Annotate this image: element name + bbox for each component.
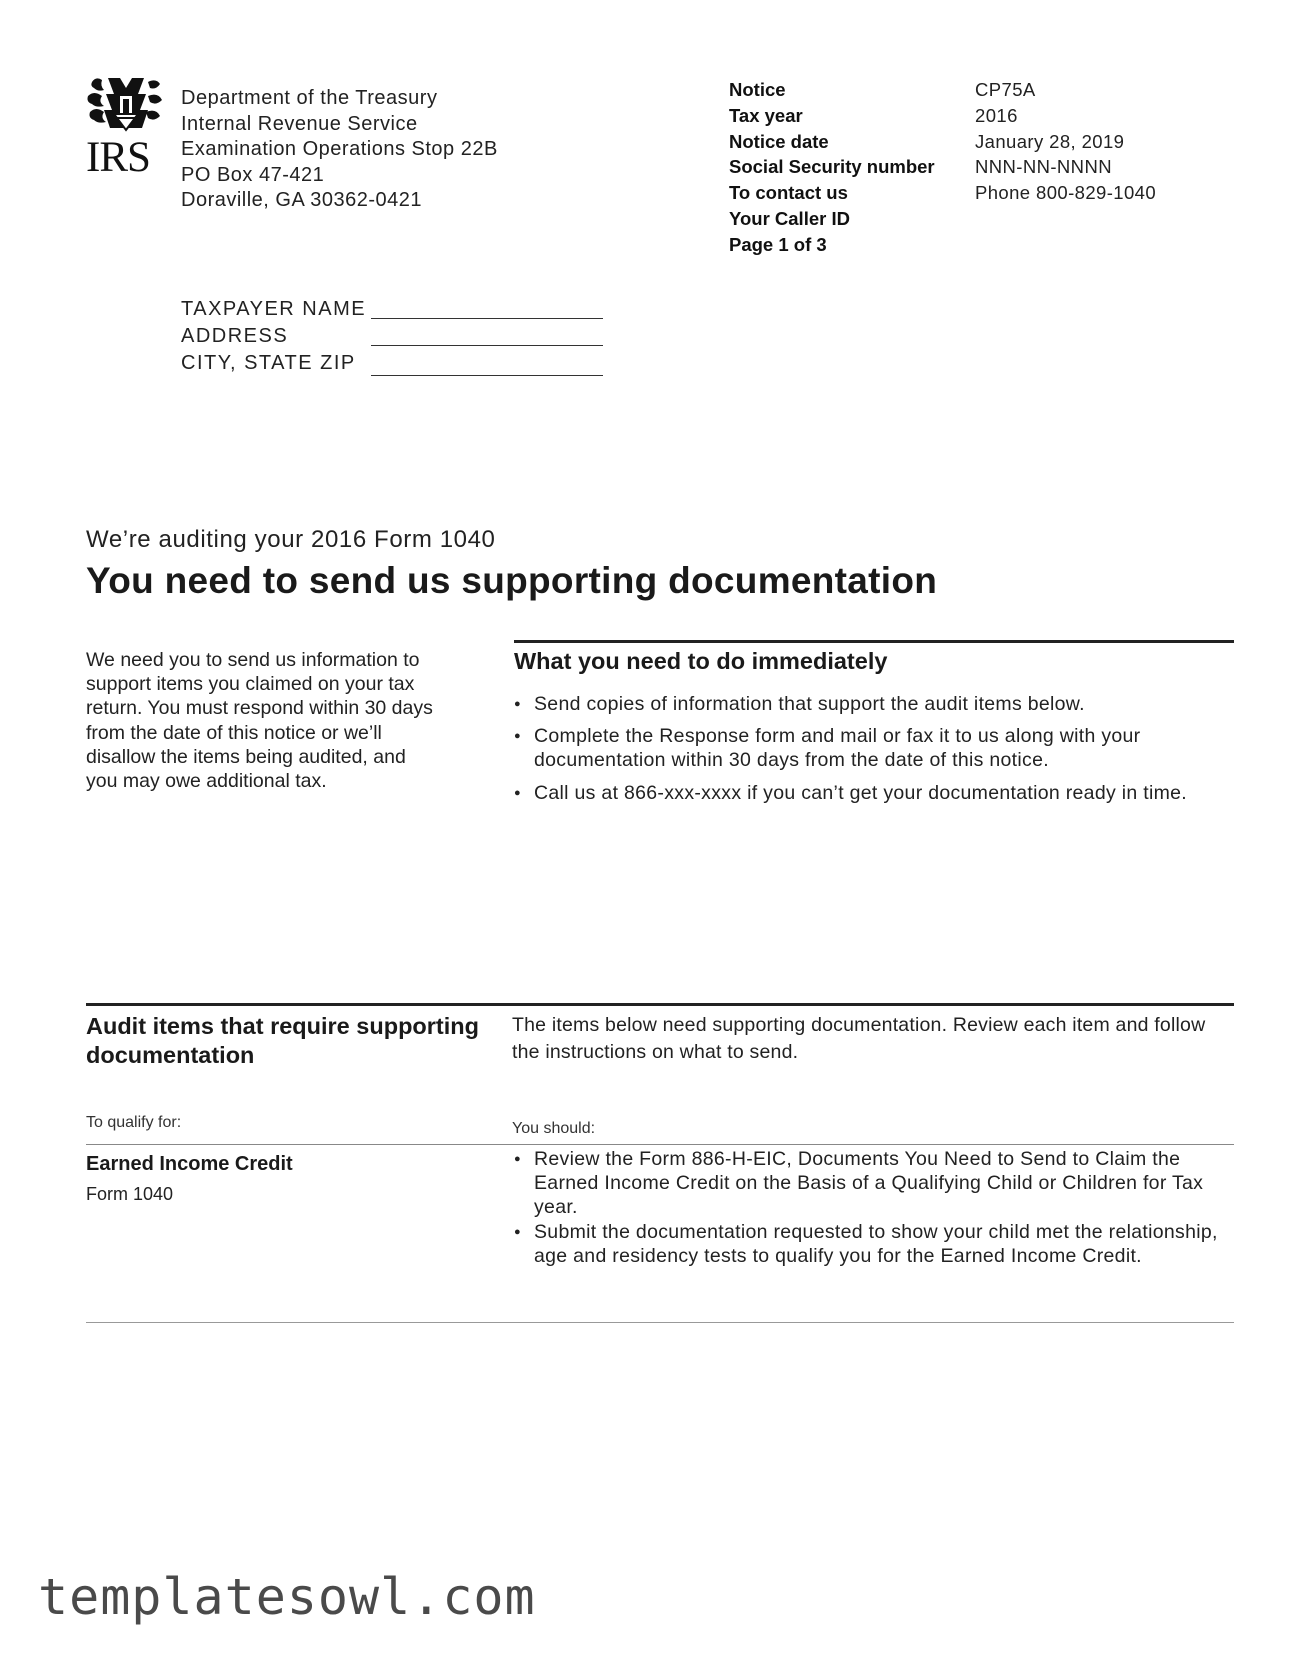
audit-item-form: Form 1040 (86, 1184, 174, 1204)
you-should-label: You should: (512, 1120, 596, 1137)
audit-item-name: Earned Income Credit (86, 1153, 293, 1175)
audit-instruction: ● Review the Form 886-H-EIC, Documents You Need to Send to Claim the Earned Income Credit on the Basis of a Qualifying Child or Children for Tax year. (514, 1147, 1234, 1220)
tax-year-row (729, 103, 1156, 129)
audit-table-bottom-rule (86, 1322, 1234, 1323)
sender-address (181, 86, 498, 214)
todo-item: ● Call us at 866-xxx-xxxx if you can’t get your documentation ready in time. (514, 781, 1234, 805)
eagle-emblem-icon (86, 74, 164, 138)
city-state-zip-label: CITY, STATE ZIP (181, 352, 356, 374)
notice-value: CP75A (975, 79, 1036, 100)
ssn-value: NNN-NN-NNNN (975, 156, 1112, 178)
tax-year-label: Tax year (729, 104, 803, 126)
notice-subtitle: We’re auditing your 2016 Form 1040 (86, 526, 496, 553)
irs-logo-text: IRS (86, 134, 150, 181)
tax-year-value: 2016 (975, 104, 1018, 126)
notice-date-label: Notice date (729, 130, 829, 152)
todo-heading: What you need to do immediately (514, 648, 888, 674)
taxpayer-name-label: TAXPAYER NAME (181, 298, 367, 320)
sender-line: Examination Operations Stop 22B (181, 138, 498, 160)
contact-label: To contact us (729, 182, 848, 204)
contact-row (729, 180, 1156, 206)
audit-heading: Audit items that require supporting documentation (86, 1013, 479, 1068)
taxpayer-name-line (371, 318, 603, 319)
sender-line: Doraville, GA 30362-0421 (181, 189, 423, 211)
city-state-zip-line (371, 375, 603, 376)
page-number-label: Page 1 of 3 (729, 233, 827, 255)
notice-row (729, 77, 1156, 103)
audit-instruction: ● Submit the documentation requested to show your child met the relationship, age and residency tests to qualify you for the Earned Income Credit. (514, 1220, 1234, 1268)
todo-list (514, 692, 1234, 813)
notice-date-row (729, 129, 1156, 155)
notice-title: You need to send us supporting documentation (86, 560, 938, 601)
address-label: ADDRESS (181, 325, 289, 347)
ssn-row (729, 154, 1156, 180)
watermark-text: templatesowl.com (38, 1568, 536, 1626)
sender-line: Internal Revenue Service (181, 112, 418, 135)
sender-line: Department of the Treasury (181, 87, 438, 109)
todo-divider (514, 640, 1234, 643)
audit-description: The items below need supporting documentation. Review each item and follow the instructions on what to send. (512, 1014, 1206, 1063)
todo-item: ● Send copies of information that support the audit items below. (514, 692, 1234, 716)
taxpayer-name-row (181, 298, 366, 325)
sender-line: PO Box 47-421 (181, 163, 325, 186)
city-state-zip-row (181, 352, 366, 379)
audit-instructions-list (514, 1147, 1234, 1268)
intro-paragraph: We need you to send us information to support items you claimed on your tax return. You must respond within 30 days from the date of this notice or we’ll disallow the items being audited, and you may owe additional tax. (86, 649, 433, 793)
audit-table-header-rule (86, 1144, 1234, 1145)
ssn-label: Social Security number (729, 156, 935, 178)
notice-info (729, 77, 1156, 258)
taxpayer-block (181, 298, 366, 379)
notice-date-value: January 28, 2019 (975, 130, 1125, 152)
address-row (181, 325, 366, 352)
todo-item: ● Complete the Response form and mail or fax it to us along with your documentation within 30 days from the date of this notice. (514, 724, 1234, 772)
audit-divider (86, 1003, 1234, 1006)
qualify-for-label: To qualify for: (86, 1114, 182, 1131)
caller-id-label: Your Caller ID (729, 207, 850, 229)
notice-label: Notice (729, 79, 786, 100)
page-number-row (729, 232, 1156, 258)
caller-id-row (729, 206, 1156, 232)
address-line (371, 345, 603, 346)
contact-value: Phone 800-829-1040 (975, 182, 1157, 204)
irs-logo (86, 74, 164, 181)
